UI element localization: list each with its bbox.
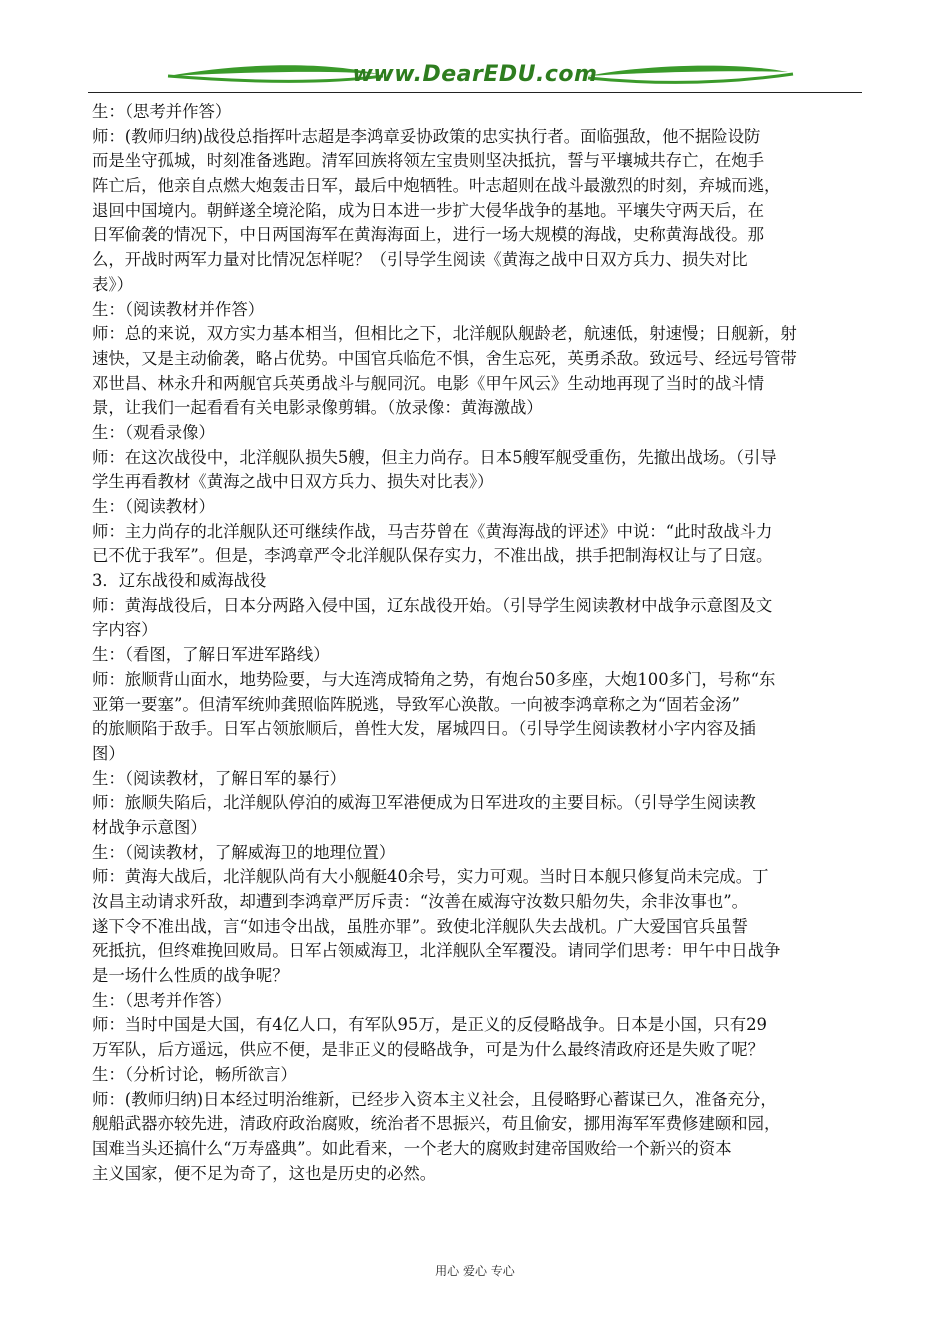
text-line: 景，让我们一起看看有关电影录像剪辑。（放录像：黄海激战） (92, 398, 543, 418)
text-line: 生：（阅读教材并作答） (92, 299, 265, 319)
text-line: 生：（思考并作答） (92, 102, 232, 121)
text-line: 师：旅顺失陷后，北洋舰队停泊的威海卫军港便成为日军进攻的主要目标。（引导学生阅读教 (92, 793, 756, 813)
page-footer: 用心 爱心 专心 (435, 1264, 515, 1278)
text-line: 师：旅顺背山面水，地势险要，与大连湾成犄角之势，有炮台50多座，大炮100多门，号称“东 (92, 669, 776, 689)
text-line: 日军偷袭的情况下，中日两国海军在黄海海面上，进行一场大规模的海战，史称黄海战役。那 (92, 225, 765, 245)
text-line: 么，开战时两军力量对比情况怎样呢？（引导学生阅读《黄海之战中日双方兵力、损失对比 (92, 250, 748, 270)
text-line: 退回中国境内。朝鲜遂全境沦陷，成为日本进一步扩大侵华战争的基地。平壤失守两天后，在 (92, 200, 765, 220)
text-line: 生：（分析讨论，畅所欲言） (92, 1064, 297, 1084)
text-line: 表》） (92, 274, 133, 294)
text-line: 师：黄海战役后，日本分两路入侵中国，辽东战役开始。（引导学生阅读教材中战争示意图及文 (92, 595, 773, 615)
text-line: 生：（阅读教材） (92, 497, 215, 516)
text-line: 遂下令不准出战，言“如违令出战，虽胜亦罪”。致使北洋舰队失去战机。广大爱国官兵虽誓 (92, 916, 748, 936)
text-line: 师：(教师归纳)日本经过明治维新，已经步入资本主义社会，且侵略野心蓄谋已久，准备充分， (92, 1089, 777, 1109)
text-line: 邓世昌、林永升和两舰官兵英勇战斗与舰同沉。电影《甲午风云》生动地再现了当时的战斗情 (92, 373, 765, 393)
text-line: 已不优于我军”。但是，李鸿章严令北洋舰队保存实力，不准出战，拱手把制海权让与了日寇。 (92, 546, 773, 566)
text-line: 字内容） (92, 620, 158, 640)
text-line: 国难当头还搞什么“万寿盛典”。如此看来，一个老大的腐败封建帝国败给一个新兴的资本 (92, 1138, 732, 1158)
text-line: 材战争示意图） (92, 817, 207, 837)
text-line: 图） (92, 743, 125, 763)
text-line: 生：（观看录像） (92, 422, 215, 442)
text-line: 生：（看图，了解日军进军路线） (92, 645, 330, 665)
text-line: 舰船武器亦较先进，清政府政治腐败，统治者不思振兴，苟且偷安，挪用海军军费修建颐和园， (92, 1114, 781, 1134)
text-line: 汝昌主动请求歼敌，却遭到李鸿章严厉斥责：“汝善在威海守汝数只船勿失，余非汝事也”。 (92, 892, 748, 911)
text-line: 生：（阅读教材，了解威海卫的地理位置） (92, 842, 396, 862)
text-line: 师：(教师归纳)战役总指挥叶志超是李鸿章妥协政策的忠实执行者。面临强敌，他不据险设防 (92, 126, 761, 146)
text-line: 生：（阅读教材，了解日军的暴行） (92, 768, 347, 788)
text-line: 师：当时中国是大国，有4亿人口，有军队95万，是正义的反侵略战争。日本是小国，只有29 (92, 1015, 767, 1035)
text-line: 万军队，后方遥远，供应不便，是非正义的侵略战争，可是为什么最终清政府还是失败了呢？ (92, 1040, 765, 1060)
text-line: 学生再看教材《黄海之战中日双方兵力、损失对比表》） (92, 472, 494, 492)
text-line: 死抵抗，但终难挽回败局。日军占领威海卫，北洋舰队全军覆没。请同学们思考：甲午中日战争 (92, 941, 781, 961)
text-line: 而是坐守孤城，时刻准备逃跑。清军回族将领左宝贵则坚决抵抗，誓与平壤城共存亡，在炮手 (92, 151, 765, 171)
text-line: 师：主力尚存的北洋舰队还可继续作战，马吉芬曾在《黄海海战的评述》中说：“此时敌战斗力 (92, 521, 773, 541)
text-line: 阵亡后，他亲自点燃大炮轰击日军，最后中炮牺牲。叶志超则在战斗最激烈的时刻，弃城而逃， (92, 176, 781, 196)
text-line: 主义国家，便不足为奇了，这也是历史的必然。 (92, 1163, 437, 1183)
text-line: 是一场什么性质的战争呢？ (92, 966, 289, 986)
text-line: 师：总的来说，双方实力基本相当，但相比之下，北洋舰队舰龄老，航速低，射速慢；日舰新，射 (92, 324, 797, 344)
site-url: www.DearEDU.com (352, 62, 598, 87)
header-divider (88, 92, 862, 93)
text-line: 生：（思考并作答） (92, 990, 232, 1010)
document-body (92, 100, 862, 1186)
text-line: 亚第一要塞”。但清军统帅龚照临阵脱逃，导致军心涣散。一向被李鸿章称之为“固若金汤” (92, 694, 740, 714)
text-line: 的旅顺陷于敌手。日军占领旅顺后，兽性大发，屠城四日。（引导学生阅读教材小字内容及插 (92, 719, 756, 739)
text-line: 师：黄海大战后，北洋舰队尚有大小舰艇40余号，实力可观。当时日本舰只修复尚未完成。丁 (92, 867, 769, 887)
text-line: 师：在这次战役中，北洋舰队损失5艘，但主力尚存。日本5艘军舰受重伤，先撤出战场。（引导 (92, 447, 777, 467)
text-line: 速快，又是主动偷袭，略占优势。中国官兵临危不惧，舍生忘死，英勇杀敌。致远号、经远号管带 (92, 348, 797, 368)
text-line: 3．辽东战役和威海战役 (92, 571, 267, 591)
